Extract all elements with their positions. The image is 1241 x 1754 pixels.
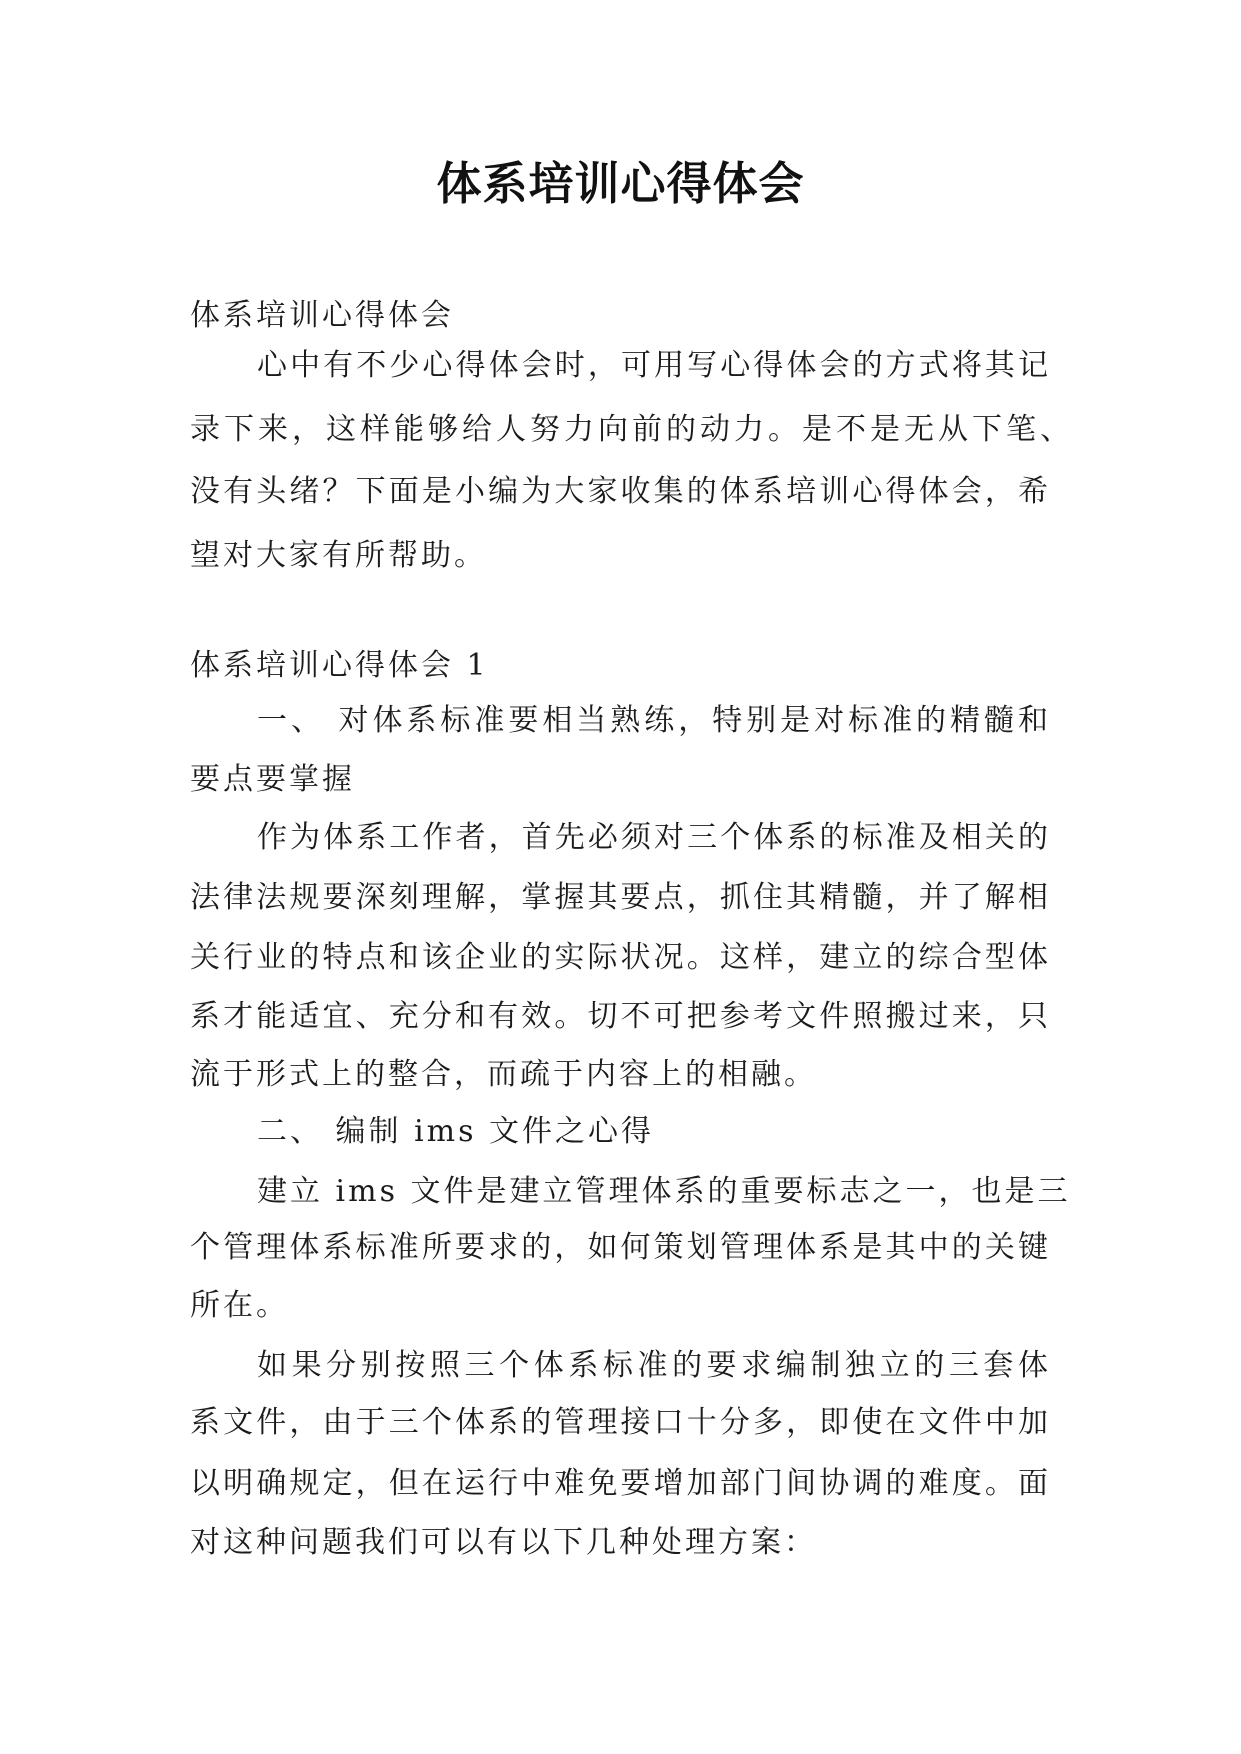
item-2-heading: 二、 编制 ims 文件之心得	[257, 1114, 655, 1149]
document-title: 体系培训心得体会	[436, 157, 805, 210]
section-heading: 体系培训心得体会 1	[190, 648, 489, 683]
item-2-paragraph-line: 如果分别按照三个体系标准的要求编制独立的三套体	[257, 1348, 1051, 1383]
item-2-paragraph-line: 对这种问题我们可以有以下几种处理方案：	[190, 1525, 817, 1560]
intro-paragraph-line: 心中有不少心得体会时，可用写心得体会的方式将其记	[257, 348, 1051, 383]
intro-paragraph-line: 录下来，这样能够给人努力向前的动力。是不是无从下笔、	[190, 412, 1073, 447]
item-1-heading-line: 要点要掌握	[190, 762, 355, 797]
item-1-paragraph-line: 流于形式上的整合，而疏于内容上的相融。	[190, 1057, 817, 1092]
item-1-paragraph-line: 作为体系工作者，首先必须对三个体系的标准及相关的	[257, 820, 1051, 855]
item-1-paragraph-line: 系才能适宜、充分和有效。切不可把参考文件照搬过来，只	[190, 999, 1051, 1034]
intro-paragraph-line: 望对大家有所帮助。	[190, 538, 487, 573]
item-2-paragraph-line: 个管理体系标准所要求的，如何策划管理体系是其中的关键	[190, 1230, 1051, 1265]
item-1-paragraph-line: 关行业的特点和该企业的实际状况。这样，建立的综合型体	[190, 940, 1051, 975]
item-2-paragraph-line: 系文件，由于三个体系的管理接口十分多，即使在文件中加	[190, 1405, 1051, 1440]
intro-paragraph-line: 没有头绪？下面是小编为大家收集的体系培训心得体会，希	[190, 474, 1051, 509]
item-1-heading-line: 一、 对体系标准要相当熟练，特别是对标准的精髓和	[257, 703, 1051, 738]
item-2-paragraph-line: 建立 ims 文件是建立管理体系的重要标志之一，也是三	[257, 1174, 1071, 1209]
item-2-paragraph-line: 以明确规定，但在运行中难免要增加部门间协调的难度。面	[190, 1466, 1051, 1501]
intro-heading: 体系培训心得体会	[190, 298, 454, 333]
item-2-paragraph-line: 所在。	[190, 1288, 289, 1323]
item-1-paragraph-line: 法律法规要深刻理解，掌握其要点，抓住其精髓，并了解相	[190, 880, 1051, 915]
